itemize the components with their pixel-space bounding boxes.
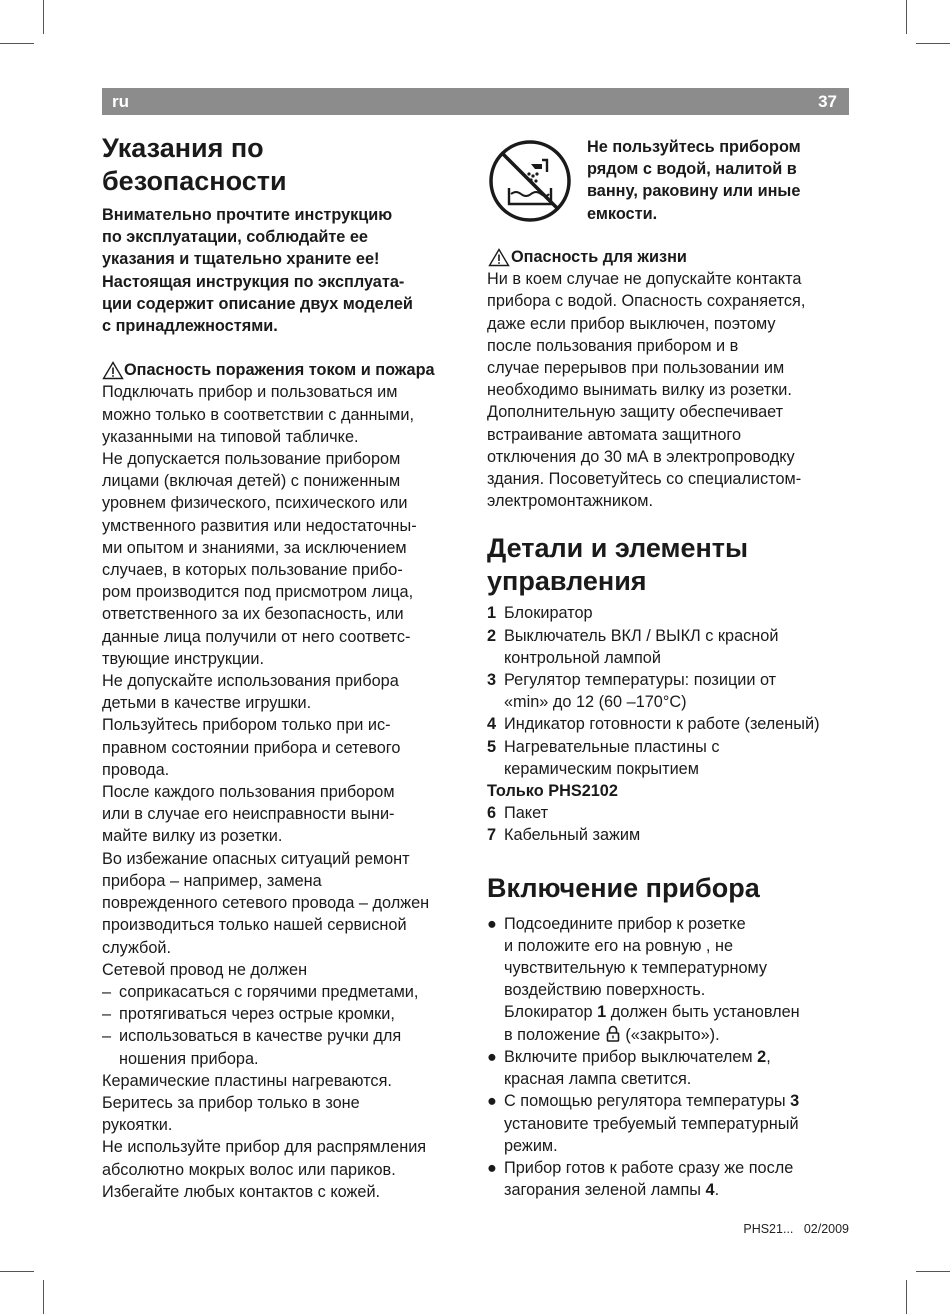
crop-mark xyxy=(906,1280,907,1314)
page-footer xyxy=(743,1222,849,1236)
page-header-bar xyxy=(102,88,849,115)
intro-paragraph: Внимательно прочтите инструкцию по эксплуатации, соблюдайте ее указания и тщательно храните ее! Настоящая инструкция по эксплуата- ции содержит описание двух моделей с принадлежностями. xyxy=(102,206,413,336)
switch-on-title: Включение прибора xyxy=(487,872,760,903)
crop-mark xyxy=(0,1271,34,1272)
crop-mark xyxy=(43,1280,44,1314)
no-water-prohibition-icon xyxy=(487,138,573,224)
list-item: ● Включите прибор выключателем 2, красная лампа светится. xyxy=(487,1047,771,1089)
list-item: 2 Выключатель ВКЛ / ВЫКЛ с красной контрольной лампой xyxy=(487,626,779,667)
list-item: ● Подсоедините прибор к розетке и положите его на ровную , не чувствительную к температурному воздействию поверхность. Блокиратор 1 должен быть установлен в положение («закрыто»). xyxy=(487,914,800,1044)
crop-mark xyxy=(0,43,34,44)
life-danger-warning-title: Опасность для жизни xyxy=(487,246,849,268)
page-number: 37 xyxy=(818,92,837,111)
list-item: – соприкасаться с горячими предметами, xyxy=(102,982,419,1001)
safety-title: Указания по безопасности xyxy=(102,133,287,196)
edition-date: 02/2009 xyxy=(803,1222,849,1236)
language-code: ru xyxy=(112,92,129,111)
model-code: PHS21... xyxy=(743,1222,794,1236)
crop-mark xyxy=(43,0,44,34)
list-item: ● С помощью регулятора температуры 3 установите требуемый температурный режим. xyxy=(487,1092,800,1155)
life-danger-text: Ни в коем случае не допускайте контакта прибора с водой. Опасность сохраняется, даже если прибор выключен, поэтому после пользования прибором и в случае перерывов при пользовании им необходимо вынимать вилку из розетки. Дополнительную защиту обеспечивает встраивание автомата защитного отключения до 30 мА в электропроводку здания. Посоветуйтесь со специалистом- электромонтажником. xyxy=(487,270,806,511)
warning-triangle-icon xyxy=(487,248,511,267)
no-water-notice xyxy=(487,132,849,232)
model-only-label: Только PHS2102 xyxy=(487,782,618,801)
list-item: 1 Блокиратор xyxy=(487,604,593,623)
list-item: – протягиваться через острые кромки, xyxy=(102,1005,395,1024)
parts-list-extra xyxy=(487,802,849,846)
warning-triangle-icon xyxy=(102,361,124,380)
safety-text: Подключать прибор и пользоваться им можно только в соответствии с данными, указанными на типовой табличке. Не допускается пользование прибором лицами (включая детей) с пониженным уровнем физического, психического или умственного развития или недостаточны- ми опытом и знаниями, за исключением случаев, в которых пользование прибо- ром производится под присмотром лица, ответственного за их безопасность, или данные лица получили от него соответс- твующие инструкции. Не допускайте использования прибора детьми в качестве игрушки. Пользуйтесь прибором только при ис- правном состоянии прибора и сетевого провода. После каждого пользования прибором или в случае его неисправности выни- майте вилку из розетки. Во избежание опасных ситуаций ремонт прибора – например, замена поврежденного сетевого провода – должен производиться только нашей сервисной службой. Сетевой провод не должен xyxy=(102,383,430,979)
list-item: 7 Кабельный зажим xyxy=(487,826,641,845)
left-column xyxy=(102,132,467,1203)
list-item: 4 Индикатор готовности к работе (зеленый) xyxy=(487,715,820,734)
crop-mark xyxy=(916,1271,950,1272)
list-item: – использоваться в качестве ручки для ношения прибора. xyxy=(102,1027,402,1068)
crop-mark xyxy=(916,43,950,44)
safety-text-continued: Керамические пластины нагреваются. Беритесь за прибор только в зоне рукоятки. Не используйте прибор для распрямления абсолютно мокрых волос или париков. Избегайте любых контактов с кожей. xyxy=(102,1071,427,1201)
switch-on-steps xyxy=(487,913,849,1202)
lock-icon xyxy=(606,1025,620,1042)
right-column xyxy=(487,132,849,1201)
list-item: ● Прибор готов к работе сразу же после загорания зеленой лампы 4. xyxy=(487,1158,794,1200)
list-item: 6 Пакет xyxy=(487,804,549,823)
list-item: 5 Нагревательные пластины с керамическим покрытием xyxy=(487,737,720,778)
parts-list xyxy=(487,602,849,780)
no-water-notice-text: Не пользуйтесь прибором рядом с водой, налитой в ванну, раковину или иные емкости. xyxy=(587,138,801,223)
crop-mark xyxy=(906,0,907,34)
cord-restrictions-list xyxy=(102,981,467,1070)
parts-title: Детали и элементы управления xyxy=(487,533,749,597)
shock-fire-warning-title: Опасность поражения током и пожара xyxy=(102,359,467,381)
list-item: 3 Регулятор температуры: позиции от «min» до 12 (60 –170°C) xyxy=(487,671,777,712)
